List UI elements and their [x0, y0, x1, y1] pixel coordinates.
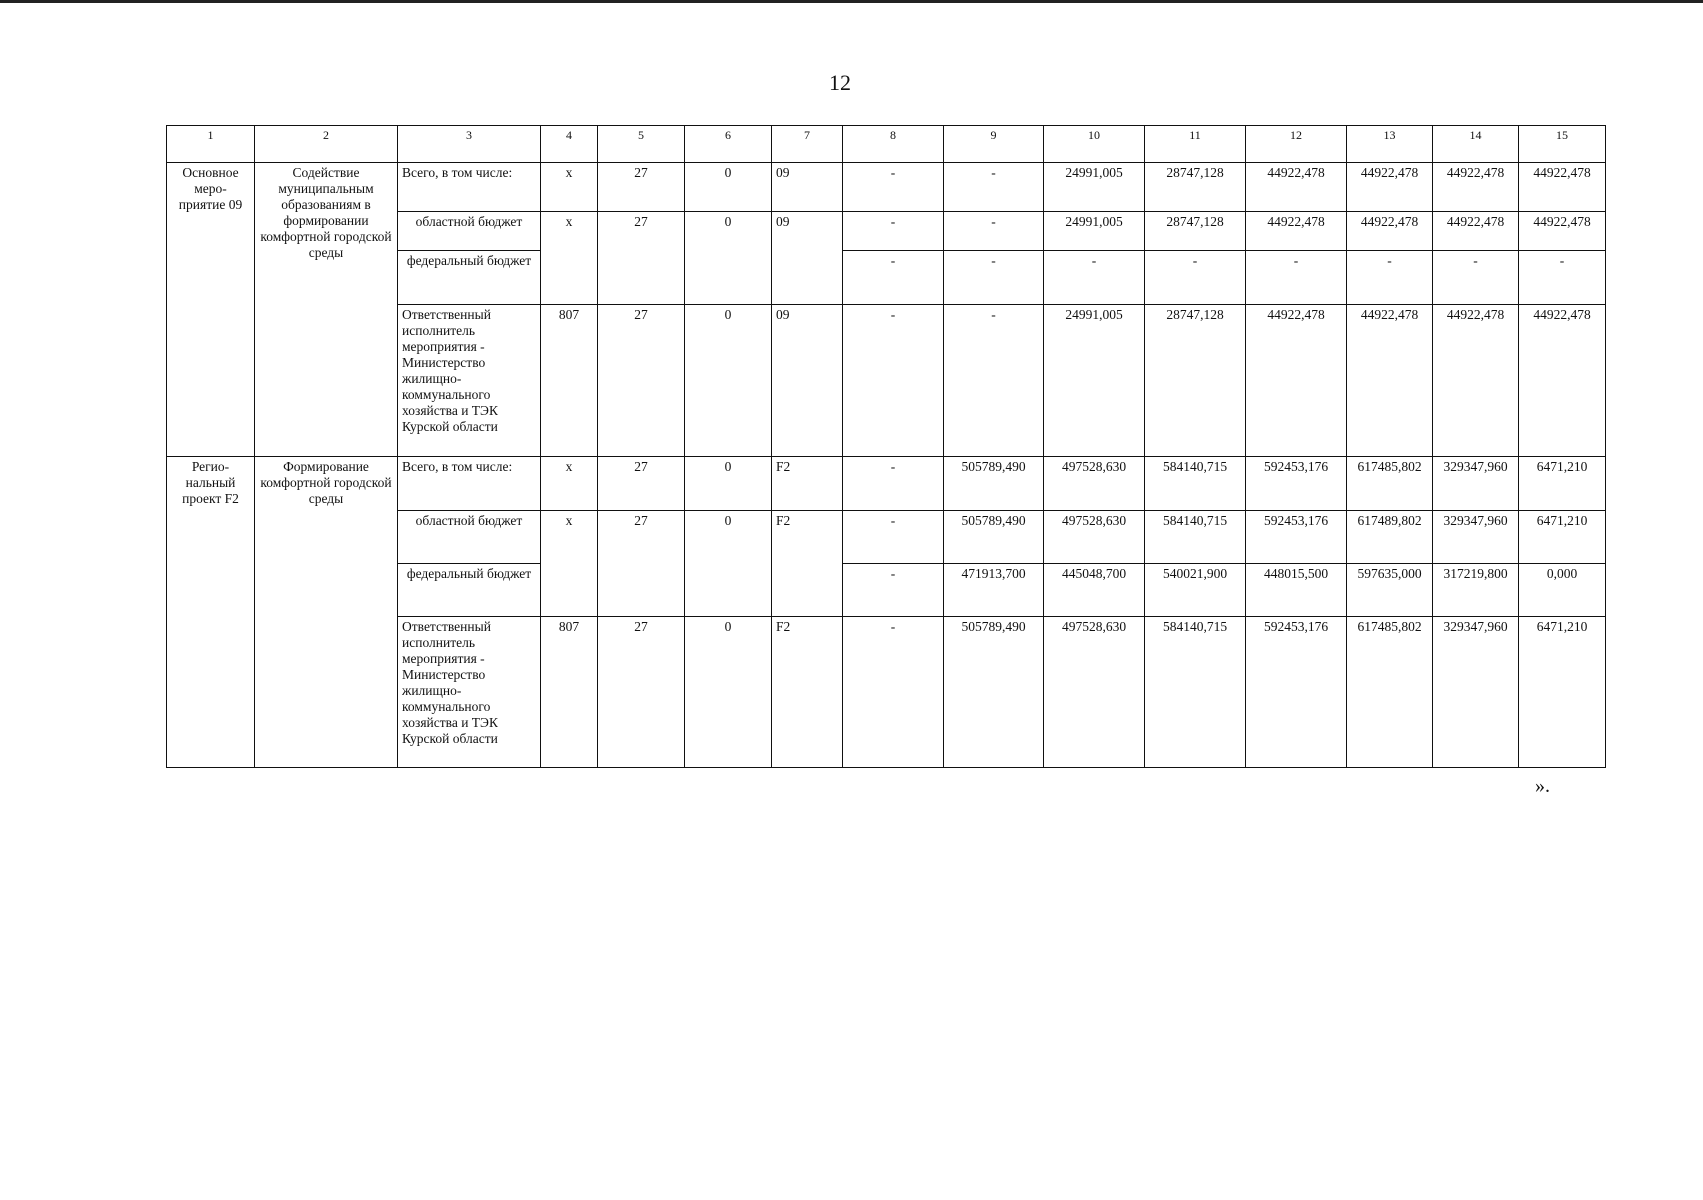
cell-5: 27: [598, 212, 685, 305]
cell-5: 27: [598, 511, 685, 617]
header-cell: 8: [843, 126, 944, 163]
cell-8: -: [843, 511, 944, 564]
cell-13: 44922,478: [1347, 305, 1433, 457]
cell-13: -: [1347, 251, 1433, 305]
group-label: Основное меро-приятие 09: [167, 163, 255, 457]
cell-14: 317219,800: [1433, 564, 1519, 617]
group-label: Регио-нальный проект F2: [167, 457, 255, 768]
header-cell: 14: [1433, 126, 1519, 163]
cell-14: 44922,478: [1433, 163, 1519, 212]
group-name: Формирование комфортной городской среды: [255, 457, 398, 768]
cell-12: 592453,176: [1246, 617, 1347, 768]
header-cell: 7: [772, 126, 843, 163]
funding-type: Ответственный исполнитель мероприятия - Министерство жилищно-коммунального хозяйства и ТЭК Курской области: [398, 617, 541, 768]
header-cell: 5: [598, 126, 685, 163]
cell-10: 497528,630: [1044, 617, 1145, 768]
header-cell: 10: [1044, 126, 1145, 163]
cell-8: -: [843, 457, 944, 511]
cell-12: 44922,478: [1246, 212, 1347, 251]
cell-8: -: [843, 163, 944, 212]
cell-13: 44922,478: [1347, 163, 1433, 212]
header-cell: 1: [167, 126, 255, 163]
cell-9: 505789,490: [944, 457, 1044, 511]
header-cell: 13: [1347, 126, 1433, 163]
cell-11: 28747,128: [1145, 163, 1246, 212]
header-cell: 6: [685, 126, 772, 163]
funding-type: федеральный бюджет: [398, 564, 541, 617]
cell-11: 584140,715: [1145, 457, 1246, 511]
closing-quote-mark: ».: [1535, 775, 1550, 797]
cell-10: 24991,005: [1044, 163, 1145, 212]
cell-12: 592453,176: [1246, 457, 1347, 511]
cell-5: 27: [598, 617, 685, 768]
cell-4: х: [541, 511, 598, 617]
cell-15: 44922,478: [1519, 305, 1606, 457]
group-name: Содействие муниципальным образованиям в формировании комфортной городской среды: [255, 163, 398, 457]
cell-9: -: [944, 251, 1044, 305]
header-cell: 2: [255, 126, 398, 163]
cell-10: 497528,630: [1044, 511, 1145, 564]
cell-9: -: [944, 163, 1044, 212]
cell-12: 44922,478: [1246, 163, 1347, 212]
cell-12: 592453,176: [1246, 511, 1347, 564]
budget-table: [166, 125, 1606, 768]
cell-6: 0: [685, 617, 772, 768]
cell-12: 448015,500: [1246, 564, 1347, 617]
cell-4: 807: [541, 617, 598, 768]
header-cell: 9: [944, 126, 1044, 163]
cell-10: 24991,005: [1044, 212, 1145, 251]
cell-6: 0: [685, 212, 772, 305]
cell-7: F2: [772, 617, 843, 768]
cell-8: -: [843, 212, 944, 251]
cell-14: 329347,960: [1433, 457, 1519, 511]
cell-14: 329347,960: [1433, 511, 1519, 564]
funding-type: Ответственный исполнитель мероприятия - Министерство жилищно-коммунального хозяйства и ТЭК Курской области: [398, 305, 541, 457]
cell-15: 0,000: [1519, 564, 1606, 617]
cell-10: 497528,630: [1044, 457, 1145, 511]
cell-7: 09: [772, 305, 843, 457]
table-row: [167, 163, 1606, 212]
cell-7: 09: [772, 212, 843, 305]
cell-11: 584140,715: [1145, 511, 1246, 564]
cell-9: 505789,490: [944, 511, 1044, 564]
cell-11: 540021,900: [1145, 564, 1246, 617]
funding-type: областной бюджет: [398, 511, 541, 564]
cell-15: 6471,210: [1519, 457, 1606, 511]
cell-6: 0: [685, 511, 772, 617]
scan-edge: [0, 0, 1703, 3]
cell-5: 27: [598, 163, 685, 212]
cell-4: х: [541, 457, 598, 511]
cell-8: -: [843, 251, 944, 305]
cell-15: 6471,210: [1519, 617, 1606, 768]
cell-13: 44922,478: [1347, 212, 1433, 251]
cell-12: -: [1246, 251, 1347, 305]
header-cell: 15: [1519, 126, 1606, 163]
cell-14: -: [1433, 251, 1519, 305]
cell-13: 617485,802: [1347, 617, 1433, 768]
cell-11: 28747,128: [1145, 305, 1246, 457]
cell-6: 0: [685, 457, 772, 511]
cell-4: 807: [541, 305, 598, 457]
cell-8: -: [843, 305, 944, 457]
cell-11: -: [1145, 251, 1246, 305]
cell-4: х: [541, 212, 598, 305]
cell-6: 0: [685, 305, 772, 457]
cell-7: F2: [772, 511, 843, 617]
cell-13: 597635,000: [1347, 564, 1433, 617]
funding-type: Всего, в том числе:: [398, 457, 541, 511]
cell-15: 44922,478: [1519, 212, 1606, 251]
header-cell: 3: [398, 126, 541, 163]
cell-6: 0: [685, 163, 772, 212]
cell-13: 617489,802: [1347, 511, 1433, 564]
header-cell: 12: [1246, 126, 1347, 163]
cell-8: -: [843, 617, 944, 768]
cell-14: 44922,478: [1433, 305, 1519, 457]
cell-8: -: [843, 564, 944, 617]
funding-type: Всего, в том числе:: [398, 163, 541, 212]
header-cell: 11: [1145, 126, 1246, 163]
cell-9: 505789,490: [944, 617, 1044, 768]
cell-11: 584140,715: [1145, 617, 1246, 768]
cell-10: 445048,700: [1044, 564, 1145, 617]
cell-9: 471913,700: [944, 564, 1044, 617]
cell-4: х: [541, 163, 598, 212]
cell-15: -: [1519, 251, 1606, 305]
header-cell: 4: [541, 126, 598, 163]
cell-10: 24991,005: [1044, 305, 1145, 457]
table-row: [167, 457, 1606, 511]
cell-14: 44922,478: [1433, 212, 1519, 251]
cell-10: -: [1044, 251, 1145, 305]
cell-7: F2: [772, 457, 843, 511]
funding-type: федеральный бюджет: [398, 251, 541, 305]
cell-9: -: [944, 305, 1044, 457]
page-number: 12: [829, 70, 851, 95]
funding-type: областной бюджет: [398, 212, 541, 251]
cell-14: 329347,960: [1433, 617, 1519, 768]
cell-15: 6471,210: [1519, 511, 1606, 564]
cell-9: -: [944, 212, 1044, 251]
cell-15: 44922,478: [1519, 163, 1606, 212]
header-row: [167, 126, 1606, 163]
cell-13: 617485,802: [1347, 457, 1433, 511]
cell-7: 09: [772, 163, 843, 212]
cell-5: 27: [598, 305, 685, 457]
cell-12: 44922,478: [1246, 305, 1347, 457]
cell-5: 27: [598, 457, 685, 511]
cell-11: 28747,128: [1145, 212, 1246, 251]
